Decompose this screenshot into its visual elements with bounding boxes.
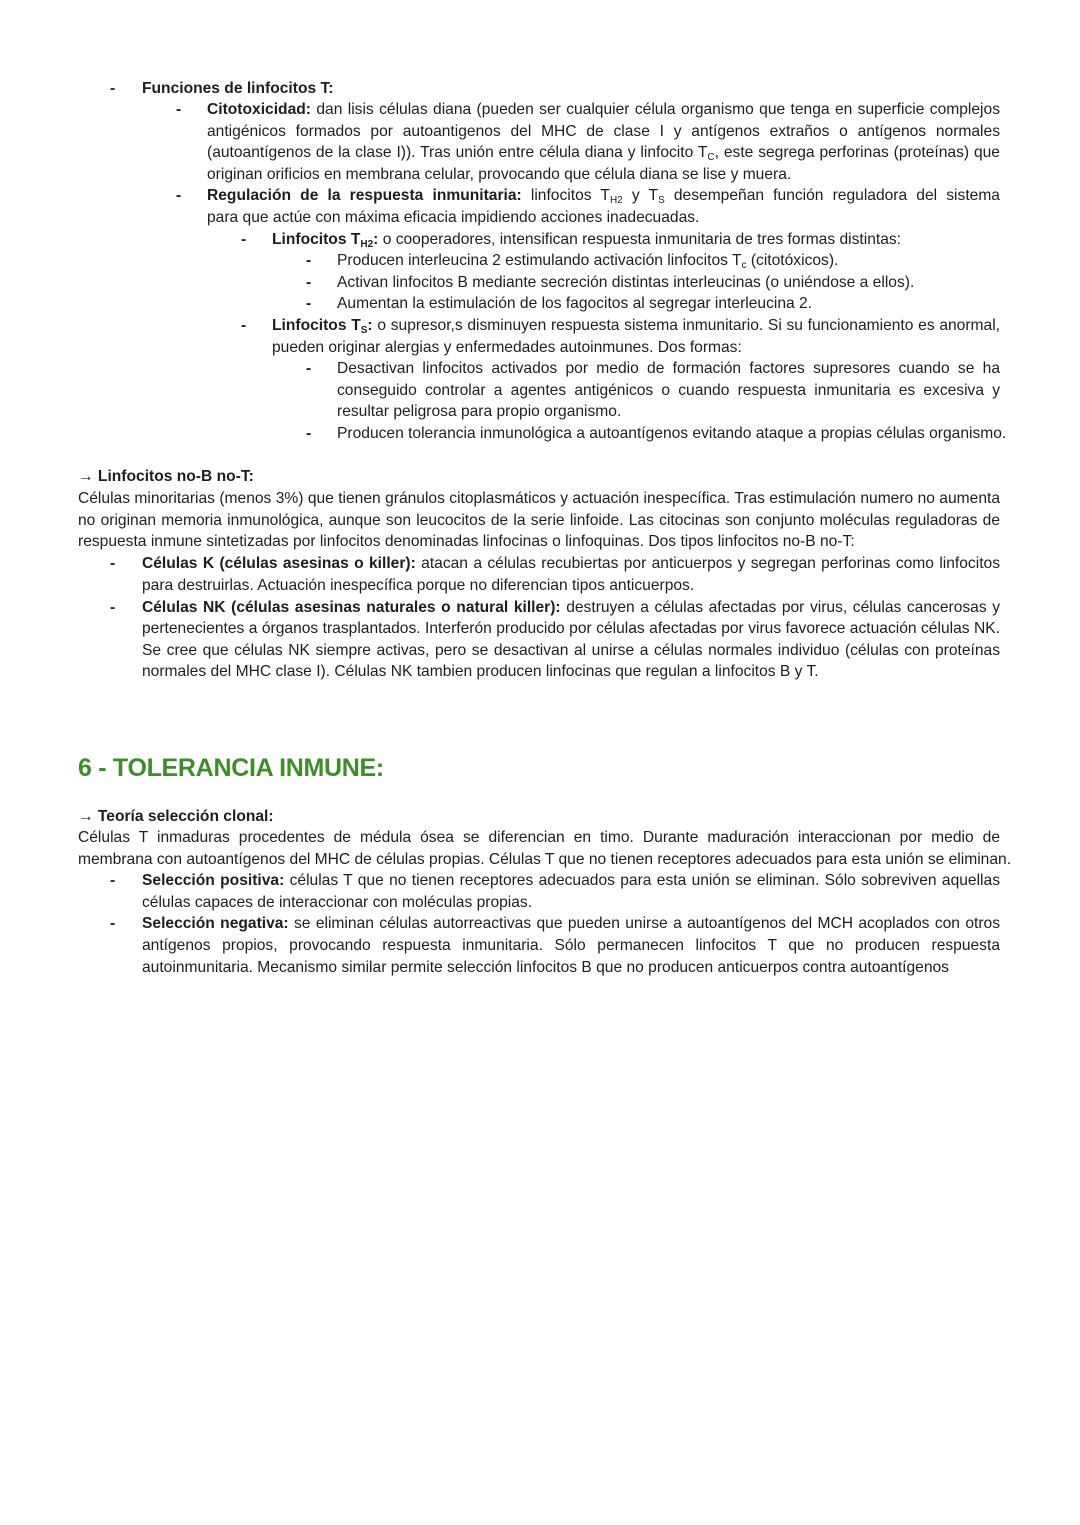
section-heading: 6 - TOLERANCIA INMUNE:	[78, 754, 384, 782]
bullet-dash: -	[110, 80, 116, 97]
bullet-dash: -	[306, 252, 312, 269]
seleccion-negativa-line-2: antígenos propios, provocando respuesta inmunitaria. Sólo permanecen linfocitos T que no producen respuesta	[142, 937, 1000, 954]
seleccion-negativa-line-1: Selección negativa: se eliminan células autorreactivas que pueden unirse a autoantígenos del MCH acoplados con otros	[142, 915, 1000, 932]
celulas-nk-line-3: Se cree que células NK siempre activas, pero se desactivan al unirse a células normales individuo (células con proteínas	[142, 642, 1000, 659]
citotoxicidad-label: Citotoxicidad:	[207, 101, 311, 118]
celulas-k-label: Células K (células asesinas o killer):	[142, 555, 416, 572]
celulas-nk-line-2: pertenecientes a órganos trasplantados. Interferón producido por células afectadas por virus favorece actuación células NK.	[142, 620, 1000, 637]
ts-line-2: pueden originar alergias y enfermedades autoinmunes. Dos formas:	[272, 339, 742, 356]
bullet-dash: -	[241, 231, 247, 248]
arrow-right-icon: →	[78, 468, 94, 485]
seleccion-clonal-title: → Teoría selección clonal:	[78, 808, 274, 825]
ts-item-1-line-1: Desactivan linfocitos activados por medio de formación factores supresores cuando se ha	[337, 360, 1000, 377]
th2-label: Linfocitos $T_{H2}$:	[272, 231, 379, 250]
nobnot-paragraph-line-1: Células minoritarias (menos 3%) que tienen gránulos citoplasmáticos y actuación inespecífica. Tras estimulación numero no aumenta	[78, 490, 1000, 507]
bullet-dash: -	[110, 915, 116, 932]
th2-item-1: Producen interleucina 2 estimulando activación linfocitos $T_c$ (citotóxicos).	[337, 252, 839, 271]
celulas-nk-label: Células NK (células asesinas naturales o natural killer):	[142, 599, 561, 616]
celulas-nk-line-1: Células NK (células asesinas naturales o natural killer): destruyen a células afectadas por virus, células cancerosas y	[142, 599, 1000, 616]
seleccion-negativa-line-3: autoinmunitaria. Mecanismo similar permite selección linfocitos B que no producen anticuerpos contra autoantígenos	[142, 959, 949, 976]
ts-item-2: Producen tolerancia inmunológica a autoantígenos evitando ataque a propias células organismo.	[337, 425, 1007, 442]
bullet-dash: -	[306, 360, 312, 377]
seleccion-clonal-line-2: membrana con autoantígenos del MHC de células propias. Células T que no tienen receptores adecuados para esta unión se eliminan.	[78, 851, 1012, 868]
bullet-dash: -	[110, 555, 116, 572]
bullet-dash: -	[176, 101, 182, 118]
seleccion-positiva-label: Selección positiva:	[142, 872, 285, 889]
seleccion-clonal-line-1: Células T inmaduras procedentes de médula ósea se diferencian en timo. Durante maduración interaccionan por medio de	[78, 829, 1000, 846]
ts-label: Linfocitos $T_S$:	[272, 317, 373, 336]
th2-line-1: Linfocitos $T_{H2}$: o cooperadores, intensifican respuesta inmunitaria de tres formas distintas:	[272, 231, 902, 250]
bullet-dash: -	[306, 425, 312, 442]
arrow-right-icon: →	[78, 808, 94, 825]
celulas-k-line-2: para destruirlas. Actuación inespecífica porque no diferencian tipos anticuerpos.	[142, 577, 695, 594]
regulacion-line-2: para que actúe con máxima eficacia impidiendo acciones inadecuadas.	[207, 209, 700, 226]
seleccion-positiva-line-1: Selección positiva: células T que no tienen receptores adecuados para esta unión se eliminan. Sólo sobreviven aquellas	[142, 872, 1000, 889]
celulas-nk-line-4: normales del MHC clase I). Células NK tambien producen linfocinas que regulan a linfocitos B y T.	[142, 663, 819, 680]
ts-item-1-line-2: conseguido controlar a agentes antigénicos o cuando respuesta inmunitaria es excesiva y	[337, 382, 1000, 399]
nobnot-title: → Linfocitos no-B no-T:	[78, 468, 254, 485]
regulacion-label: Regulación de la respuesta inmunitaria:	[207, 187, 522, 204]
nobnot-paragraph-line-3: respuesta inmune sintetizadas por linfocitos denominadas linfocinas o linfoquinas. Dos tipos linfocitos no-B no-T:	[78, 533, 855, 550]
bullet-dash: -	[306, 295, 312, 312]
citotoxicidad-line-1: Citotoxicidad: dan lisis células diana (pueden ser cualquier célula organismo que tenga en superficie complejos	[207, 101, 1000, 118]
bullet-dash: -	[241, 317, 247, 334]
citotoxicidad-line-3: (autoantígenos de la clase I)). Tras unión entre célula diana y linfocito $T_C$, este segrega perforinas (proteínas) que	[207, 144, 1000, 163]
bullet-dash: -	[110, 872, 116, 889]
bullet-dash: -	[176, 187, 182, 204]
bullet-dash: -	[306, 274, 312, 291]
th2-item-2: Activan linfocitos B mediante secreción distintas interleucinas (o uniéndose a ellos).	[337, 274, 915, 291]
seleccion-negativa-label: Selección negativa:	[142, 915, 289, 932]
seleccion-positiva-line-2: células capaces de interaccionar con moléculas propias.	[142, 894, 533, 911]
celulas-k-line-1: Células K (células asesinas o killer): atacan a células recubiertas por anticuerpos y segregan perforinas como linfocitos	[142, 555, 1000, 572]
ts-line-1: Linfocitos $T_S$: o supresor,s disminuyen respuesta sistema inmunitario. Si su funcionamiento es anormal,	[272, 317, 1000, 336]
nobnot-paragraph-line-2: no originan memoria inmunológica, aunque son leucocitos de la serie linfoide. Las citocinas son conjunto moléculas reguladoras de	[78, 512, 1000, 529]
citotoxicidad-line-2: antigénicos formados por autoantigenos del MHC de clase I y antígenos extraños o antígenos normales	[207, 123, 1000, 140]
ts-item-1-line-3: resultar peligrosa para propio organismo.	[337, 403, 622, 420]
regulacion-line-1: Regulación de la respuesta inmunitaria: linfocitos $T_{H2}$ y $T_S$ desempeñan función reguladora del sistema	[207, 187, 1000, 206]
funciones-t-title: Funciones de linfocitos T:	[142, 80, 334, 97]
bullet-dash: -	[110, 599, 116, 616]
citotoxicidad-line-4: originan orificios en membrana celular, provocando que célula diana se lise y muera.	[207, 166, 792, 183]
th2-item-3: Aumentan la estimulación de los fagocitos al segregar interleucina 2.	[337, 295, 813, 312]
